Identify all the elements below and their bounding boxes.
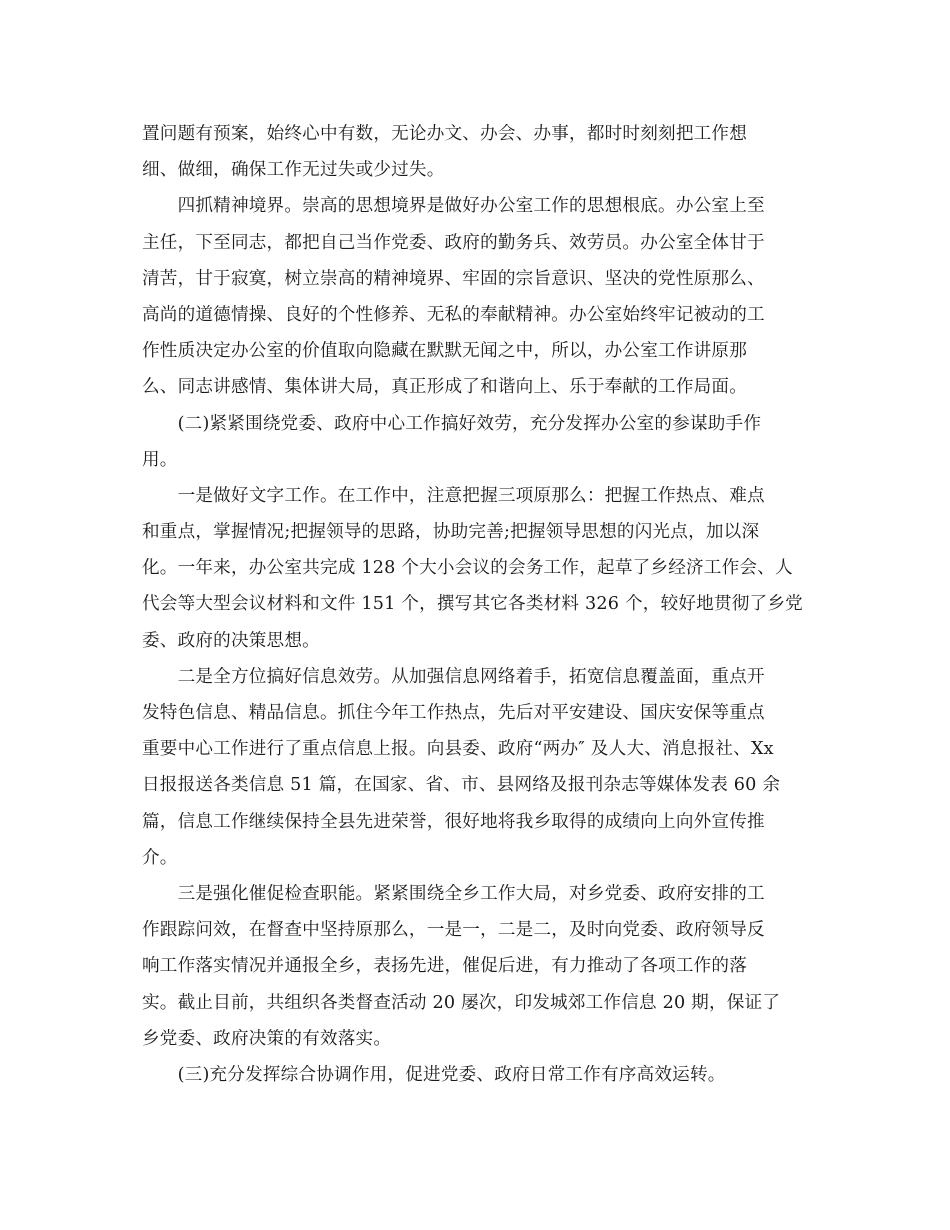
text-line: (二)紧紧围绕党委、政府中心工作搞好效劳，充分发挥办公室的参谋助手作 [142,413,762,434]
text-line: 细、做细，确保工作无过失或少过失。 [142,160,445,181]
text-line: 介。 [142,847,178,868]
text-line: 发特色信息、精品信息。抓住今年工作热点，先后对平安建设、国庆安保等重点 [142,703,765,723]
text-line: 用。 [142,449,178,470]
text-line: 和重点，掌握情况;把握领导的思路，协助完善;把握领导思想的闪光点，加以深 [142,522,760,543]
text-line: (三)充分发挥综合协调作用，促进党委、政府日常工作有序高效运转。 [142,1064,726,1085]
text-line: 一是做好文字工作。在工作中，注意把握三项原那么：把握工作热点、难点 [142,485,765,506]
text-line: 么、同志讲感情、集体讲大局，真正形成了和谐向上、乐于奉献的工作局面。 [142,377,747,398]
text-line: 化。一年来，办公室共完成 128 个大小会议的会务工作，起草了乡经济工作会、人 [142,558,793,579]
text-line: 重要中心工作进行了重点信息上报。向县委、政府“两办″ 及人大、消息报社、Xx [142,739,774,760]
text-line: 代会等大型会议材料和文件 151 个，撰写其它各类材料 326 个，较好地贯彻了乡党 [142,594,803,615]
document-body [142,116,810,1093]
text-line: 作跟踪问效，在督查中坚持原那么，一是一，二是二，及时向党委、政府领导反 [142,920,765,941]
text-line: 三是强化催促检查职能。紧紧围绕全乡工作大局，对乡党委、政府安排的工 [142,883,765,904]
text-line: 作性质决定办公室的价值取向隐藏在默默无闻之中，所以，办公室工作讲原那 [142,341,747,362]
text-line: 高尚的道德情操、良好的个性修养、无私的奉献精神。办公室始终牢记被动的工 [142,304,765,325]
text-line: 实。截止目前，共组织各类督查活动 20 屡次，印发城郊工作信息 20 期，保证了 [142,992,781,1013]
paragraph-spirit-realm [142,188,810,405]
text-line: 四抓精神境界。崇高的思想境界是做好办公室工作的思想根底。办公室上至 [142,196,765,217]
section-heading-three [142,1057,810,1093]
text-line: 置问题有预案，始终心中有数，无论办文、办会、办事，都时时刻刻把工作想 [142,124,747,144]
paragraph-supervision [142,876,810,1057]
text-line: 篇，信息工作继续保持全县先进荣誉，很好地将我乡取得的成绩向上向外宣传推 [142,811,765,832]
text-line: 委、政府的决策思想。 [142,630,320,651]
paragraph-continuation [142,116,810,188]
paragraph-writing-work [142,478,810,659]
paragraph-information-service [142,659,810,876]
text-line: 乡党委、政府决策的有效落实。 [142,1028,392,1049]
section-heading-two [142,406,810,478]
text-line: 清苦，甘于寂寞，树立崇高的精神境界、牢固的宗旨意识、坚决的党性原那么、 [142,268,765,289]
text-line: 日报报送各类信息 51 篇，在国家、省、市、县网络及报刊杂志等媒体发表 60 余 [142,775,781,796]
text-line: 二是全方位搞好信息效劳。从加强信息网络着手，拓宽信息覆盖面，重点开 [142,666,765,687]
text-line: 响工作落实情况并通报全乡，表扬先进，催促后进，有力推动了各项工作的落 [142,956,747,977]
text-line: 主任，下至同志，都把自己当作党委、政府的勤务兵、效劳员。办公室全体甘于 [142,232,765,253]
